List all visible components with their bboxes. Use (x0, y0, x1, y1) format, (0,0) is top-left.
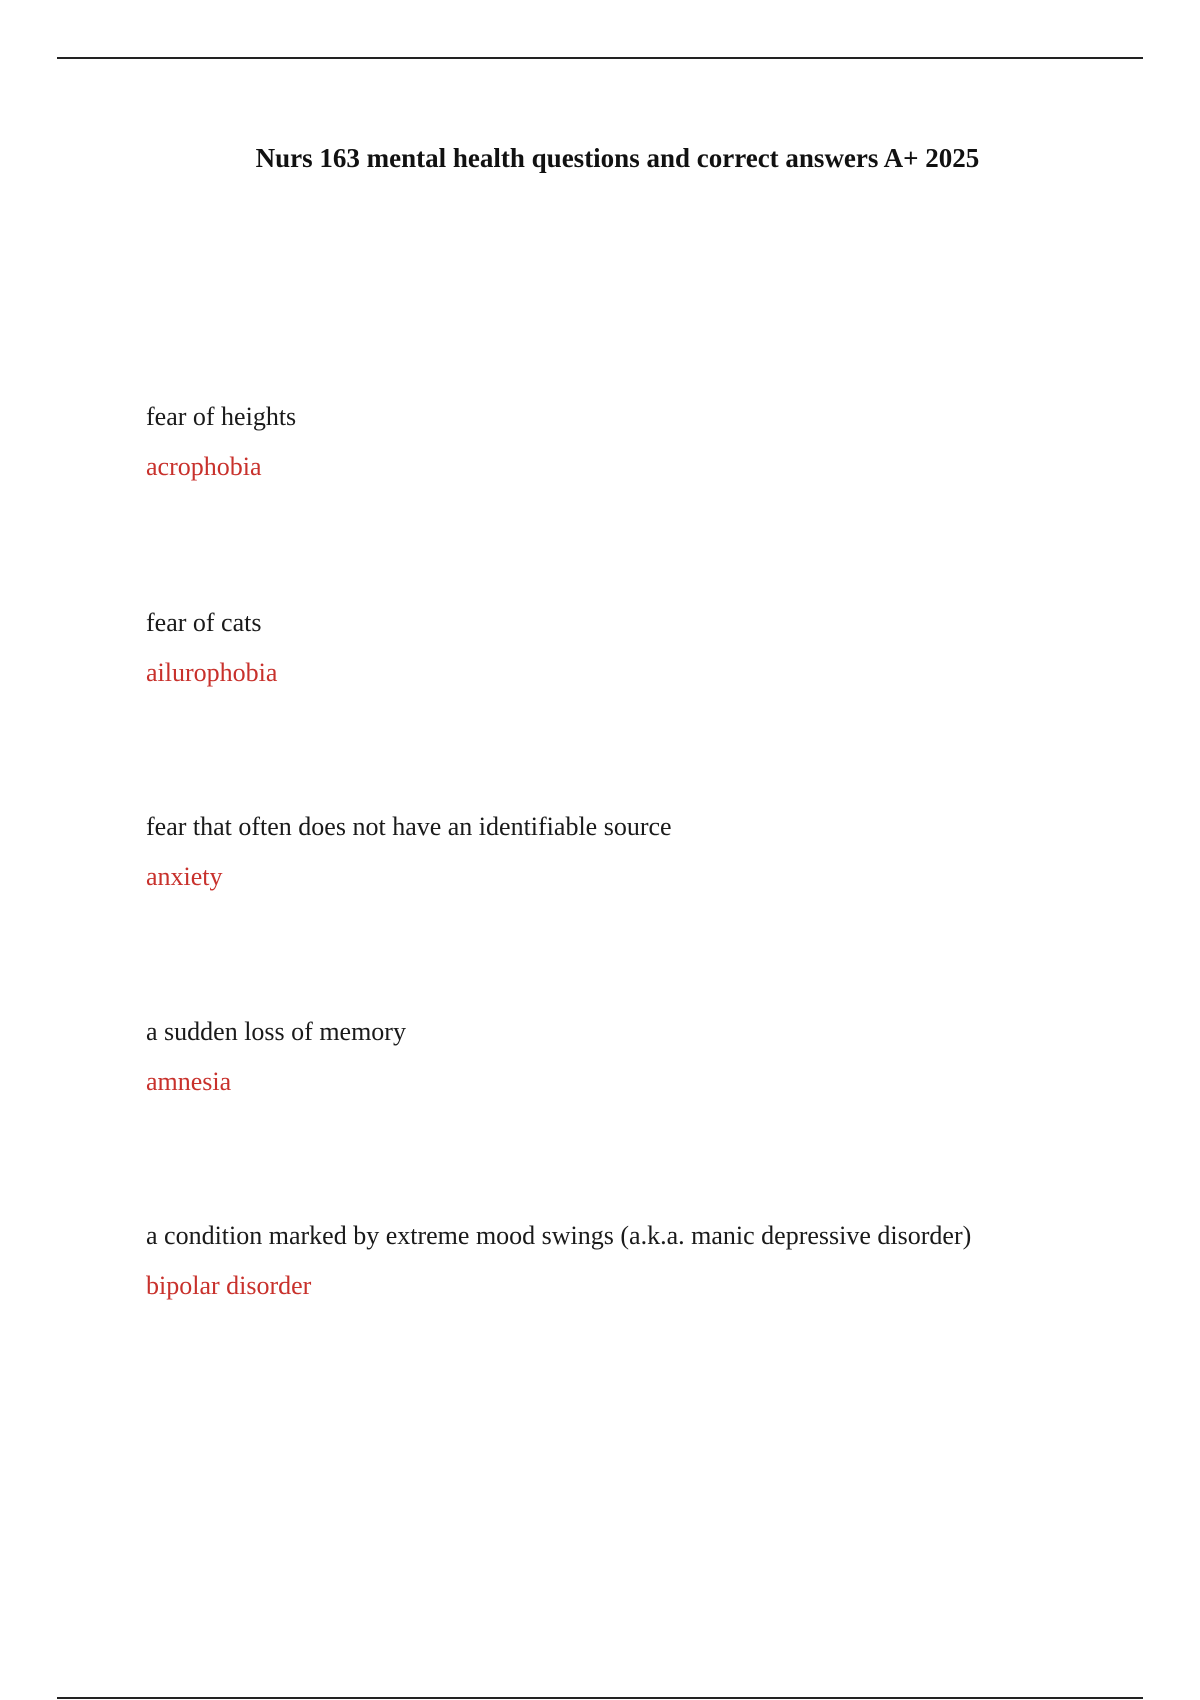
question-text: fear that often does not have an identifiable source (146, 812, 672, 841)
qa-item (146, 810, 1146, 894)
answer-text: anxiety (146, 862, 223, 891)
qa-item (146, 1015, 1146, 1099)
question-text: a sudden loss of memory (146, 1017, 406, 1046)
qa-item (146, 1219, 1146, 1303)
answer-text: ailurophobia (146, 658, 278, 687)
question-text: fear of cats (146, 608, 262, 637)
answer-text: acrophobia (146, 452, 262, 481)
document-title: Nurs 163 mental health questions and correct answers A+ 2025 (255, 143, 980, 173)
answer-text: amnesia (146, 1067, 232, 1096)
answer-text: bipolar disorder (146, 1271, 312, 1300)
question-text: a condition marked by extreme mood swings (a.k.a. manic depressive disorder) (146, 1221, 972, 1250)
question-text: fear of heights (146, 402, 297, 431)
header-rule (57, 57, 1143, 59)
footer-rule (57, 1697, 1143, 1699)
qa-item (146, 606, 1146, 690)
qa-item (146, 400, 1146, 484)
